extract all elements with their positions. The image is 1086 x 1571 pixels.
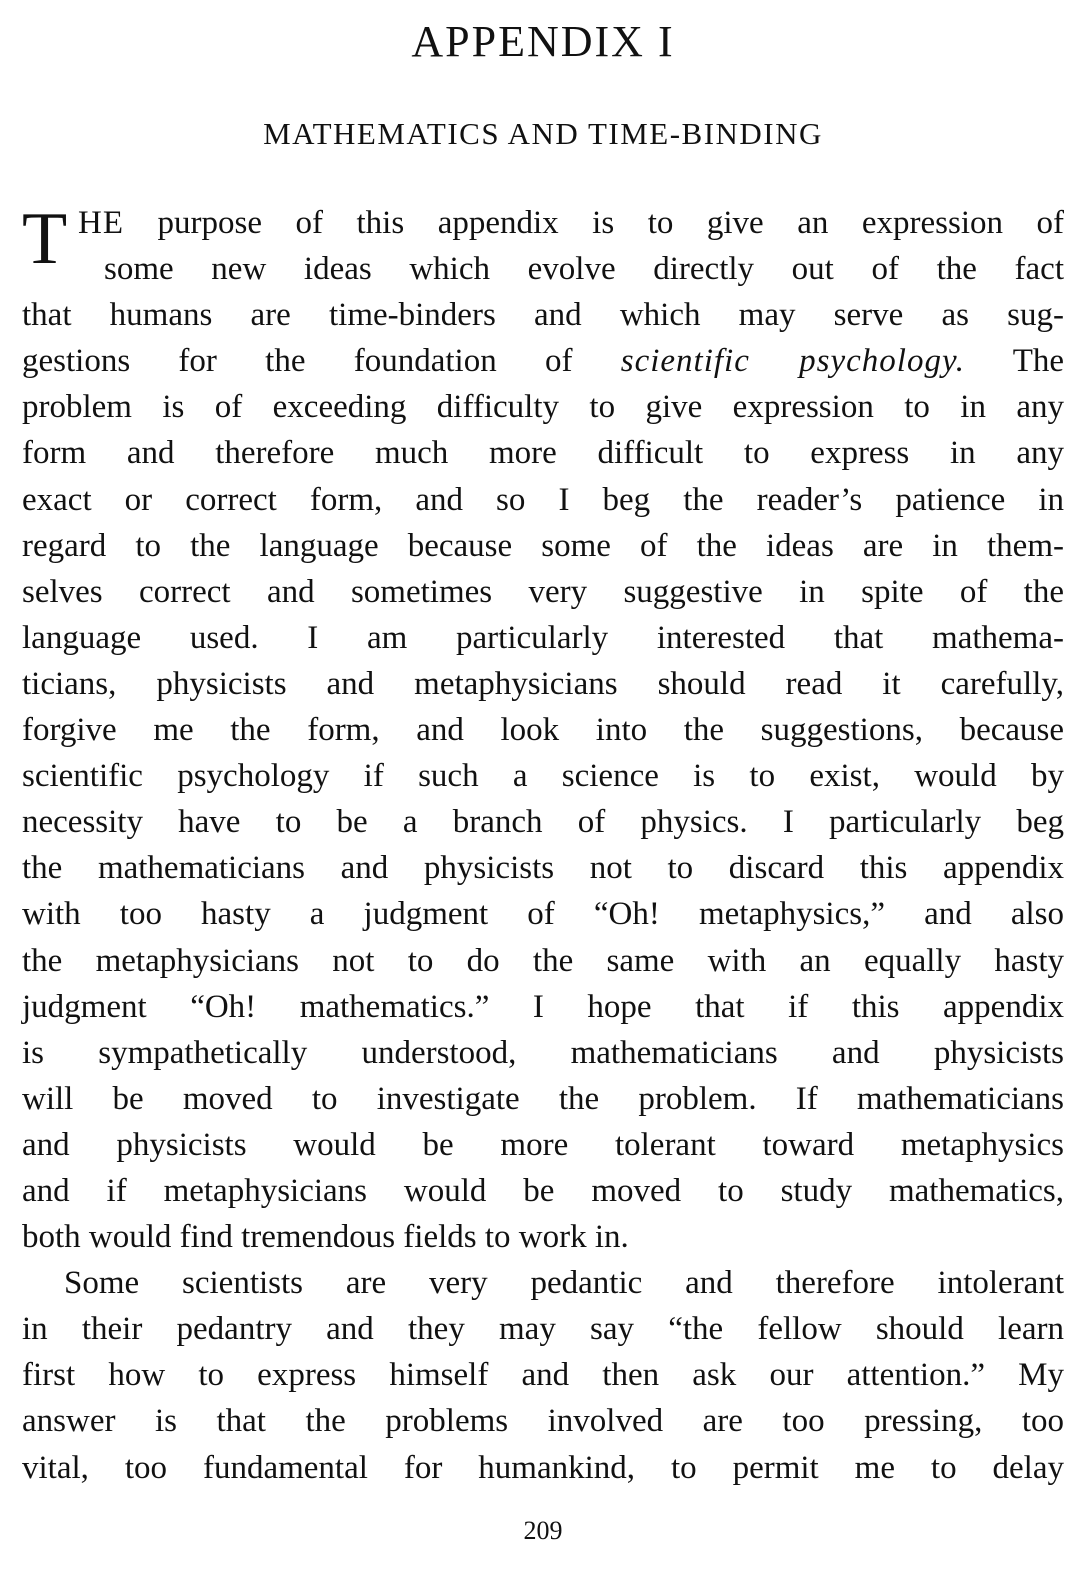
book-page <box>22 0 1064 1571</box>
paragraph-line: some new ideas which evolve directly out of the fact <box>104 251 1064 288</box>
paragraph-line: and if metaphysicians would be moved to study mathematics, <box>22 1172 1064 1209</box>
italic-emphasis: scientific psychology. <box>620 343 966 380</box>
appendix-title: APPENDIX I <box>411 17 675 66</box>
first-line-text: purpose of this appendix is to give an expression of <box>157 205 1064 241</box>
paragraph-line: the metaphysicians not to do the same with an equally hasty <box>22 942 1064 979</box>
paragraph-line: is sympathetically understood, mathematicians and physicists <box>22 1034 1064 1071</box>
paragraph-line: selves correct and sometimes very suggestive in spite of the <box>22 573 1064 610</box>
paragraph-line: regard to the language because some of the ideas are in them- <box>22 527 1064 564</box>
paragraph-line: both would find tremendous fields to work in. <box>22 1219 629 1256</box>
paragraph-line: will be moved to investigate the problem. If mathematicians <box>22 1080 1064 1117</box>
paragraph-line: necessity have to be a branch of physics. I particularly beg <box>22 804 1064 841</box>
chapter-title: MATHEMATICS AND TIME-BINDING <box>263 116 823 151</box>
paragraph-line: in their pedantry and they may say “the fellow should learn <box>22 1311 1064 1348</box>
paragraph-line: that humans are time-binders and which may serve as sug- <box>22 297 1064 334</box>
paragraph-line: language used. I am particularly interested that mathema- <box>22 619 1064 656</box>
paragraph-line: and physicists would be more tolerant toward metaphysics <box>22 1126 1064 1163</box>
paragraph-line: scientific psychology if such a science is to exist, would by <box>22 758 1064 795</box>
line-text: The <box>1012 343 1065 380</box>
paragraph-line <box>22 338 1064 384</box>
paragraph-line: exact or correct form, and so I beg the reader’s patience in <box>22 481 1064 518</box>
paragraph-line: first how to express himself and then ask our attention.” My <box>22 1357 1064 1394</box>
paragraph-line: problem is of exceeding difficulty to give expression to in any <box>22 389 1064 426</box>
first-word-caps: HE <box>78 205 124 241</box>
paragraph-line: the mathematicians and physicists not to discard this appendix <box>22 850 1064 887</box>
paragraph-line: judgment “Oh! mathematics.” I hope that if this appendix <box>22 988 1064 1025</box>
body-text <box>22 200 1064 1491</box>
line-text: gestions for the foundation of <box>22 343 573 380</box>
paragraph-line: forgive me the form, and look into the suggestions, because <box>22 712 1064 749</box>
paragraph-line: answer is that the problems involved are too pressing, too <box>22 1403 1064 1440</box>
paragraph-line: with too hasty a judgment of “Oh! metaphysics,” and also <box>22 896 1064 933</box>
paragraph-line: Some scientists are very pedantic and therefore intolerant <box>64 1265 1064 1302</box>
paragraph-line: form and therefore much more difficult to express in any <box>22 435 1064 472</box>
paragraph-line: ticians, physicists and metaphysicians should read it carefully, <box>22 665 1064 702</box>
paragraph-line: vital, too fundamental for humankind, to permit me to delay <box>22 1449 1064 1486</box>
drop-cap: T <box>22 198 68 280</box>
page-number: 209 <box>523 1516 563 1545</box>
